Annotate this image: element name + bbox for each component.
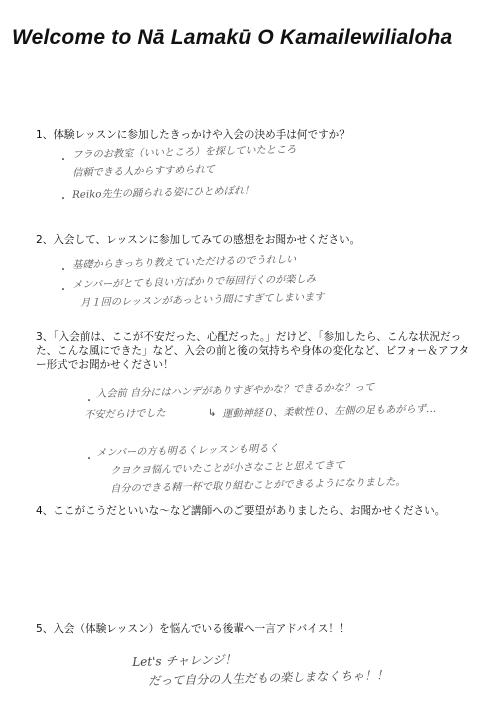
bullet-dot: ・ xyxy=(58,265,68,276)
bullet-dot: ・ xyxy=(84,454,94,465)
answer-5-line-2: だって自分の人生だもの楽しまなくちゃ！！ xyxy=(148,668,389,688)
answer-3-line-1: 入会前 自分にはハンデがありすぎやかな？できるかな？って xyxy=(96,382,375,400)
answer-2-line-3: 月１回のレッスンがあっという間にすぎてしまいます xyxy=(80,292,325,309)
question-1: 1、体験レッスンに参加したきっかけや入会の決め手は何ですか？ xyxy=(36,129,350,141)
arrow-icon: ↳ xyxy=(208,408,217,419)
answer-1-line-2: 信頼できる人からすすめられて xyxy=(72,164,216,179)
bullet-dot: ・ xyxy=(58,285,68,296)
answer-5-line-1: Let's チャレンジ！ xyxy=(132,652,237,669)
answer-3-line-3: 運動神経０、柔軟性０、左側の足もあがらず… xyxy=(222,403,437,420)
question-5: 5、入会（体験レッスン）を悩んでいる後輩へ一言アドバイス！！ xyxy=(36,623,350,635)
bullet-dot: ・ xyxy=(58,155,68,166)
answer-1-line-1: フラのお教室（いいところ）を探していたところ xyxy=(72,144,297,161)
bullet-dot: ・ xyxy=(58,194,68,205)
question-2: 2、入会して、レッスンに参加してみての感想をお聞かせください。 xyxy=(36,234,361,246)
answer-3-line-6: 自分のできる精一杯で取り組むことができるようになりました。 xyxy=(110,476,406,495)
answer-1-line-3: Reiko先生の踊られる姿にひとめぼれ！ xyxy=(72,185,255,201)
answer-3-line-2: 不安だらけでした xyxy=(84,408,166,421)
answer-2-line-2: メンバーがとても良い方ばかりで毎回行くのが楽しみ xyxy=(72,274,317,291)
answer-3-line-5: クヨクヨ悩んでいたことが小さなことと思えてきて xyxy=(110,460,345,477)
answer-2-line-1: 基礎からきっちり教えていただけるのでうれしい xyxy=(72,254,297,271)
bullet-dot: ・ xyxy=(84,396,94,407)
question-3: 3、「入会前は、ここが不安だった、心配だった。」だけど、「参加したら、こんな状況だった、こんな風にできた」など、入会の前と後の気持ちや身体の変化など、ビフォー＆アフター形式でお聞かせください！ xyxy=(36,331,470,371)
answer-3-line-4: メンバーの方も明るくレッスンも明るく xyxy=(96,443,279,459)
page-title: Welcome to Nā Lamakū O Kamailewilialoha xyxy=(12,26,453,49)
question-4: 4、ここがこうだといいな～など講師へのご要望がありましたら、お聞かせください。 xyxy=(36,505,446,517)
